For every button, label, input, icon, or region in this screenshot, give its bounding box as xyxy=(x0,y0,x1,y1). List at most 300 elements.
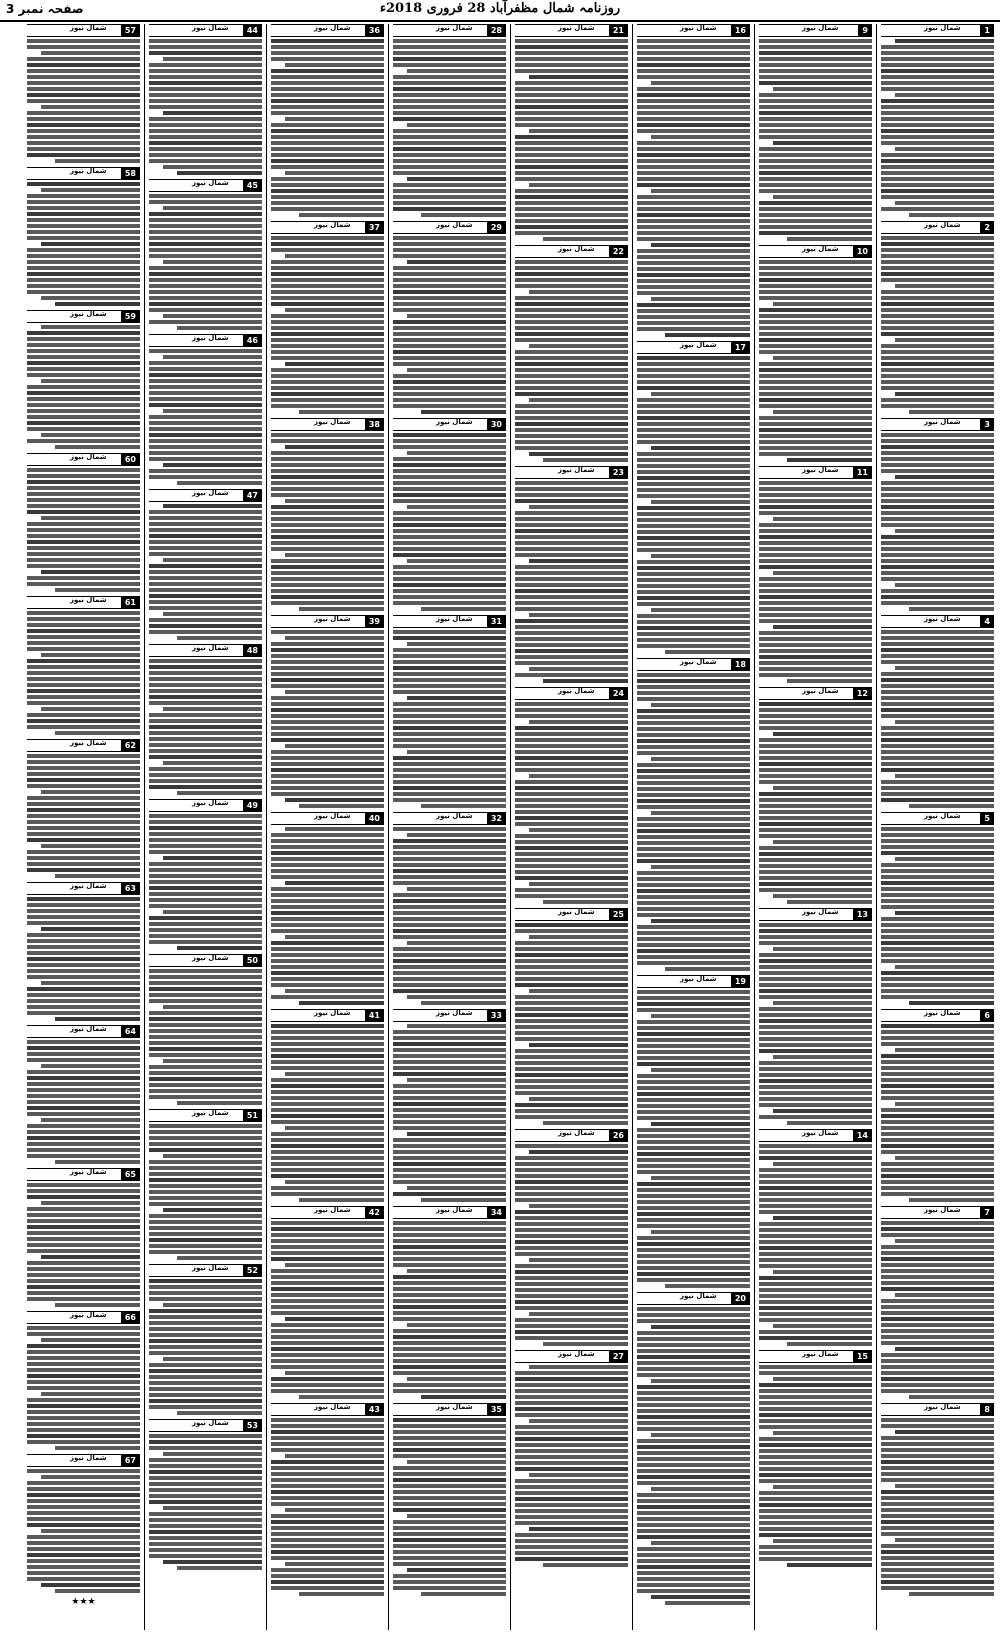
notice-text-line xyxy=(149,904,262,908)
notice-number: 58 xyxy=(121,168,140,179)
notice-text-line xyxy=(271,404,384,408)
notice-text-line xyxy=(149,1244,262,1248)
notice-text-line xyxy=(393,1030,506,1034)
notice-text-line xyxy=(27,1261,140,1265)
notice-text-line xyxy=(515,929,628,933)
notice-text-line xyxy=(41,1255,140,1259)
notice-text-line xyxy=(285,553,384,557)
notice-text-line xyxy=(759,350,872,354)
notice-text-line xyxy=(393,977,506,981)
notice-block xyxy=(27,1025,140,1164)
notice-text-line xyxy=(27,1154,140,1158)
notice-text-line xyxy=(637,1272,750,1276)
column-rule xyxy=(754,24,755,1630)
notice-text-line xyxy=(759,45,872,49)
notice-text-line xyxy=(271,517,384,521)
notice-text-line xyxy=(271,1347,384,1351)
notice-header xyxy=(393,221,506,234)
notice-text-line xyxy=(895,583,994,587)
notice-text-line xyxy=(515,260,628,264)
notice-text-line xyxy=(393,1365,506,1369)
notice-text-line xyxy=(881,648,994,652)
notice-text-line xyxy=(271,1066,384,1070)
notice-caption: شمال نیوز xyxy=(679,341,717,349)
notice-text-line xyxy=(529,1097,628,1101)
notice-block xyxy=(515,245,628,462)
notice-header xyxy=(881,221,994,234)
notice-text-line xyxy=(759,362,872,366)
notice-text-line xyxy=(27,200,140,204)
notice-text-line xyxy=(27,1469,140,1473)
notice-text-line xyxy=(759,529,872,533)
notice-block xyxy=(27,1168,140,1307)
notice-caption: شمال نیوز xyxy=(313,221,351,229)
notice-text-line xyxy=(271,541,384,545)
notice-text-line xyxy=(285,989,384,993)
notice-text-line xyxy=(27,641,140,645)
notice-text-line xyxy=(515,1515,628,1519)
notice-text-line xyxy=(393,732,506,736)
notice-text-line xyxy=(149,1023,262,1027)
notice-text-line xyxy=(149,832,262,836)
notice-text-line xyxy=(637,691,750,695)
notice-caption: شمال نیوز xyxy=(801,908,839,916)
notice-text-line xyxy=(27,510,140,514)
notice-text-line xyxy=(149,1482,262,1486)
notice-caption: شمال نیوز xyxy=(313,1206,351,1214)
notice-caption: شمال نیوز xyxy=(923,1403,961,1411)
notice-text-line xyxy=(271,1466,384,1470)
notice-text-line xyxy=(27,796,140,800)
notice-text-line xyxy=(515,1371,628,1375)
notice-text-line xyxy=(271,1150,384,1154)
notice-text-line xyxy=(759,882,872,886)
notice-text-line xyxy=(149,51,262,55)
notice-text-line xyxy=(881,917,994,921)
notice-text-line xyxy=(271,338,384,342)
notice-header xyxy=(759,466,872,479)
notice-caption: شمال نیوز xyxy=(923,1009,961,1017)
notice-number: 64 xyxy=(121,1026,140,1037)
notice-text-line xyxy=(759,559,872,563)
notice-text-line xyxy=(759,368,872,372)
notice-caption: شمال نیوز xyxy=(313,1403,351,1411)
notice-text-line xyxy=(271,493,384,497)
notice-block xyxy=(271,1206,384,1399)
notice-number: 62 xyxy=(121,740,140,751)
notice-text-line xyxy=(773,1162,872,1166)
notice-caption: شمال نیوز xyxy=(557,466,595,474)
notice-text-line xyxy=(637,1511,750,1515)
notice-text-line xyxy=(759,1103,872,1107)
notice-caption: شمال نیوز xyxy=(435,1403,473,1411)
notice-text-line xyxy=(759,702,872,706)
notice-text-line xyxy=(271,1580,384,1584)
notice-text-line xyxy=(515,1276,628,1280)
notice-text-line xyxy=(881,1066,994,1070)
notice-text-line xyxy=(637,380,750,384)
notice-text-line xyxy=(637,171,750,175)
notice-text-line xyxy=(515,45,628,49)
notice-text-line xyxy=(759,231,872,235)
notice-block xyxy=(637,658,750,971)
notice-text-line xyxy=(895,774,994,778)
notice-text-line xyxy=(515,1025,628,1029)
notice-text-line xyxy=(881,863,994,867)
notice-text-line xyxy=(543,1342,628,1346)
notice-text-line xyxy=(515,732,628,736)
notice-text-line xyxy=(271,183,384,187)
notice-text-line xyxy=(285,1317,384,1321)
notice-text-line xyxy=(881,995,994,999)
notice-text-line xyxy=(27,415,140,419)
notice-text-line xyxy=(27,1082,140,1086)
notice-text-line xyxy=(637,1337,750,1341)
notice-text-line xyxy=(637,261,750,265)
notice-text-line xyxy=(149,93,262,97)
notice-text-line xyxy=(271,959,384,963)
notice-text-line xyxy=(163,165,262,169)
notice-text-line xyxy=(27,1553,140,1557)
notice-text-line xyxy=(895,39,994,43)
notice-text-line xyxy=(271,392,384,396)
notice-block xyxy=(881,418,994,611)
notice-text-line xyxy=(515,1330,628,1334)
notice-text-line xyxy=(759,1144,872,1148)
notice-text-line xyxy=(637,1086,750,1090)
notice-text-line xyxy=(393,780,506,784)
notice-text-line xyxy=(759,726,872,730)
notice-text-line xyxy=(637,596,750,600)
notice-text-line xyxy=(759,756,872,760)
notice-text-line xyxy=(285,1072,384,1076)
notice-text-line xyxy=(163,355,262,359)
notice-text-line xyxy=(149,320,262,324)
notice-text-line xyxy=(637,901,750,905)
notice-caption: شمال نیوز xyxy=(679,975,717,983)
notice-text-line xyxy=(759,434,872,438)
notice-text-line xyxy=(393,714,506,718)
notice-text-line xyxy=(759,404,872,408)
notice-text-line xyxy=(759,959,872,963)
column-rule xyxy=(632,24,633,1630)
notice-text-line xyxy=(637,1469,750,1473)
notice-text-line xyxy=(773,1377,872,1381)
notice-text-line xyxy=(759,1461,872,1465)
notice-text-line xyxy=(27,772,140,776)
notice-number: 22 xyxy=(609,246,628,257)
notice-text-line xyxy=(515,153,628,157)
notice-text-line xyxy=(881,141,994,145)
notice-block xyxy=(515,466,628,683)
notice-text-line xyxy=(529,1527,628,1531)
notice-text-line xyxy=(393,1466,506,1470)
notice-text-line xyxy=(271,147,384,151)
notice-text-line xyxy=(759,804,872,808)
notice-text-line xyxy=(759,1455,872,1459)
notice-block xyxy=(27,24,140,163)
notice-text-line xyxy=(637,679,750,683)
notice-text-line xyxy=(881,1341,994,1345)
notice-text-line xyxy=(149,1071,262,1075)
notice-text-line xyxy=(637,1128,750,1132)
notice-text-line xyxy=(759,386,872,390)
notice-text-line xyxy=(529,344,628,348)
notice-text-line xyxy=(27,1291,140,1295)
notice-block xyxy=(149,1109,262,1260)
notice-text-line xyxy=(393,953,506,957)
notice-text-line xyxy=(759,846,872,850)
notice-text-line xyxy=(271,953,384,957)
column-3 xyxy=(635,24,752,1630)
notice-text-line xyxy=(149,1405,262,1409)
notice-text-line xyxy=(651,1433,750,1437)
notice-text-line xyxy=(515,673,628,677)
notice-text-line xyxy=(759,1073,872,1077)
notice-text-line xyxy=(515,374,628,378)
notice-text-line xyxy=(637,1098,750,1102)
notice-block xyxy=(149,1419,262,1570)
notice-text-line xyxy=(149,99,262,103)
notice-text-line xyxy=(271,1526,384,1530)
notice-text-line xyxy=(881,553,994,557)
notice-text-line xyxy=(543,900,628,904)
notice-text-line xyxy=(27,1571,140,1575)
notice-text-line xyxy=(759,225,872,229)
notice-text-line xyxy=(637,470,750,474)
notice-caption: شمال نیوز xyxy=(191,954,229,962)
notice-text-line xyxy=(149,75,262,79)
notice-text-line xyxy=(637,1415,750,1419)
notice-text-line xyxy=(651,1379,750,1383)
notice-caption: شمال نیوز xyxy=(435,1009,473,1017)
notice-text-line xyxy=(27,123,140,127)
notice-text-line xyxy=(759,135,872,139)
notice-text-line xyxy=(149,1351,262,1355)
notice-text-line xyxy=(515,332,628,336)
notice-text-line xyxy=(27,993,140,997)
notice-text-line xyxy=(393,1102,506,1106)
notice-text-line xyxy=(149,1399,262,1403)
notice-header xyxy=(637,1292,750,1305)
notice-text-line xyxy=(271,314,384,318)
notice-text-line xyxy=(759,39,872,43)
notice-text-line xyxy=(149,922,262,926)
notice-text-line xyxy=(881,1526,994,1530)
notice-text-line xyxy=(895,1293,994,1297)
notice-text-line xyxy=(271,523,384,527)
notice-text-line xyxy=(515,1055,628,1059)
notice-text-line xyxy=(393,1126,506,1130)
notice-text-line xyxy=(27,290,140,294)
notice-text-line xyxy=(515,1395,628,1399)
notice-text-line xyxy=(41,1064,140,1068)
notice-text-line xyxy=(881,493,994,497)
notice-text-line xyxy=(27,611,140,615)
notice-text-line xyxy=(163,1357,262,1361)
notice-text-line xyxy=(637,1553,750,1557)
notice-text-line xyxy=(515,123,628,127)
notice-text-line xyxy=(773,1539,872,1543)
notice-text-line xyxy=(27,141,140,145)
notice-text-line xyxy=(149,874,262,878)
notice-header xyxy=(27,882,140,895)
notice-text-line xyxy=(149,1041,262,1045)
notice-text-line xyxy=(881,1574,994,1578)
notice-text-line xyxy=(637,159,750,163)
notice-text-line xyxy=(637,626,750,630)
notice-text-line xyxy=(895,666,994,670)
notice-header xyxy=(637,975,750,988)
notice-number: 15 xyxy=(853,1351,872,1362)
notice-text-line xyxy=(637,769,750,773)
notice-text-line xyxy=(271,714,384,718)
notice-text-line xyxy=(881,1377,994,1381)
notice-text-line xyxy=(637,416,750,420)
notice-text-line xyxy=(271,774,384,778)
notice-text-line xyxy=(637,632,750,636)
notice-text-line xyxy=(881,1383,994,1387)
notice-text-line xyxy=(881,368,994,372)
notice-text-line xyxy=(759,750,872,754)
notice-text-line xyxy=(393,1436,506,1440)
notice-text-line xyxy=(637,542,750,546)
notice-text-line xyxy=(393,111,506,115)
notice-text-line xyxy=(393,529,506,533)
notice-text-line xyxy=(27,933,140,937)
notice-text-line xyxy=(27,403,140,407)
notice-text-line xyxy=(271,792,384,796)
notice-text-line xyxy=(393,881,506,885)
notice-text-line xyxy=(27,1142,140,1146)
notice-text-line xyxy=(149,713,262,717)
notice-text-line xyxy=(759,1085,872,1089)
notice-text-line xyxy=(271,1233,384,1237)
notice-text-line xyxy=(271,1084,384,1088)
notice-text-line xyxy=(637,745,750,749)
notice-text-line xyxy=(637,1218,750,1222)
notice-text-line xyxy=(41,1529,140,1533)
notice-text-line xyxy=(651,811,750,815)
notice-block xyxy=(759,1129,872,1346)
notice-caption: شمال نیوز xyxy=(801,245,839,253)
notice-text-line xyxy=(881,565,994,569)
notice-text-line xyxy=(271,374,384,378)
notice-text-line xyxy=(27,963,140,967)
notice-text-line xyxy=(407,1024,506,1028)
notice-text-line xyxy=(149,1500,262,1504)
notice-text-line xyxy=(393,660,506,664)
notice-block xyxy=(27,739,140,878)
notice-text-line xyxy=(149,868,262,872)
notice-text-line xyxy=(637,1050,750,1054)
notice-text-line xyxy=(271,266,384,270)
notice-text-line xyxy=(515,416,628,420)
notice-text-line xyxy=(881,1036,994,1040)
notice-text-line xyxy=(27,558,140,562)
notice-text-line xyxy=(759,1180,872,1184)
notice-block xyxy=(759,245,872,462)
notice-text-line xyxy=(881,798,994,802)
notice-header xyxy=(27,1025,140,1038)
notice-text-line xyxy=(393,1454,506,1458)
notice-text-line xyxy=(759,1150,872,1154)
notice-text-line xyxy=(27,939,140,943)
notice-text-line xyxy=(881,1114,994,1118)
notice-text-line xyxy=(881,636,994,640)
notice-caption: شمال نیوز xyxy=(557,24,595,32)
notice-text-line xyxy=(881,1305,994,1309)
notice-text-line xyxy=(515,320,628,324)
notice-text-line xyxy=(759,1079,872,1083)
notice-text-line xyxy=(393,1329,506,1333)
notice-text-line xyxy=(881,1144,994,1148)
notice-text-line xyxy=(759,738,872,742)
notice-text-line xyxy=(149,1011,262,1015)
notice-text-line xyxy=(393,845,506,849)
notice-text-line xyxy=(27,1428,140,1432)
notice-text-line xyxy=(759,1192,872,1196)
notice-text-line xyxy=(27,254,140,258)
notice-text-line xyxy=(393,1138,506,1142)
notice-text-line xyxy=(759,440,872,444)
notice-text-line xyxy=(759,1282,872,1286)
notice-text-line xyxy=(407,69,506,73)
notice-text-line xyxy=(285,1126,384,1130)
notice-text-line xyxy=(881,833,994,837)
notice-text-line xyxy=(515,553,628,557)
notice-text-line xyxy=(651,1541,750,1545)
notice-text-line xyxy=(149,1393,262,1397)
notice-text-line xyxy=(149,1369,262,1373)
notice-text-line xyxy=(149,242,262,246)
notice-text-line xyxy=(149,1160,262,1164)
notice-text-line xyxy=(149,1518,262,1522)
notice-text-line xyxy=(637,153,750,157)
notice-text-line xyxy=(881,702,994,706)
notice-text-line xyxy=(637,1212,750,1216)
notice-header xyxy=(149,1419,262,1432)
notice-text-line xyxy=(163,206,262,210)
notice-text-line xyxy=(149,141,262,145)
notice-text-line xyxy=(149,123,262,127)
notice-text-line xyxy=(759,1383,872,1387)
notice-text-line xyxy=(543,458,628,462)
notice-text-line xyxy=(27,480,140,484)
notice-text-line xyxy=(149,576,262,580)
notice-text-line xyxy=(881,1514,994,1518)
notice-text-line xyxy=(529,398,628,402)
notice-text-line xyxy=(881,326,994,330)
notice-text-line xyxy=(651,1325,750,1329)
notice-text-line xyxy=(515,362,628,366)
notice-text-line xyxy=(393,1586,506,1590)
notice-text-line xyxy=(27,1440,140,1444)
notice-text-line xyxy=(271,863,384,867)
notice-text-line xyxy=(637,207,750,211)
notice-text-line xyxy=(271,1287,384,1291)
notice-number: 33 xyxy=(487,1010,506,1021)
notice-text-line xyxy=(271,1418,384,1422)
notice-header xyxy=(393,1206,506,1219)
notice-block xyxy=(149,334,262,485)
notice-text-line xyxy=(271,505,384,509)
notice-number: 19 xyxy=(731,976,750,987)
notice-text-line xyxy=(773,1109,872,1113)
notice-text-line xyxy=(881,845,994,849)
notice-text-line xyxy=(881,750,994,754)
notice-text-line xyxy=(881,236,994,240)
